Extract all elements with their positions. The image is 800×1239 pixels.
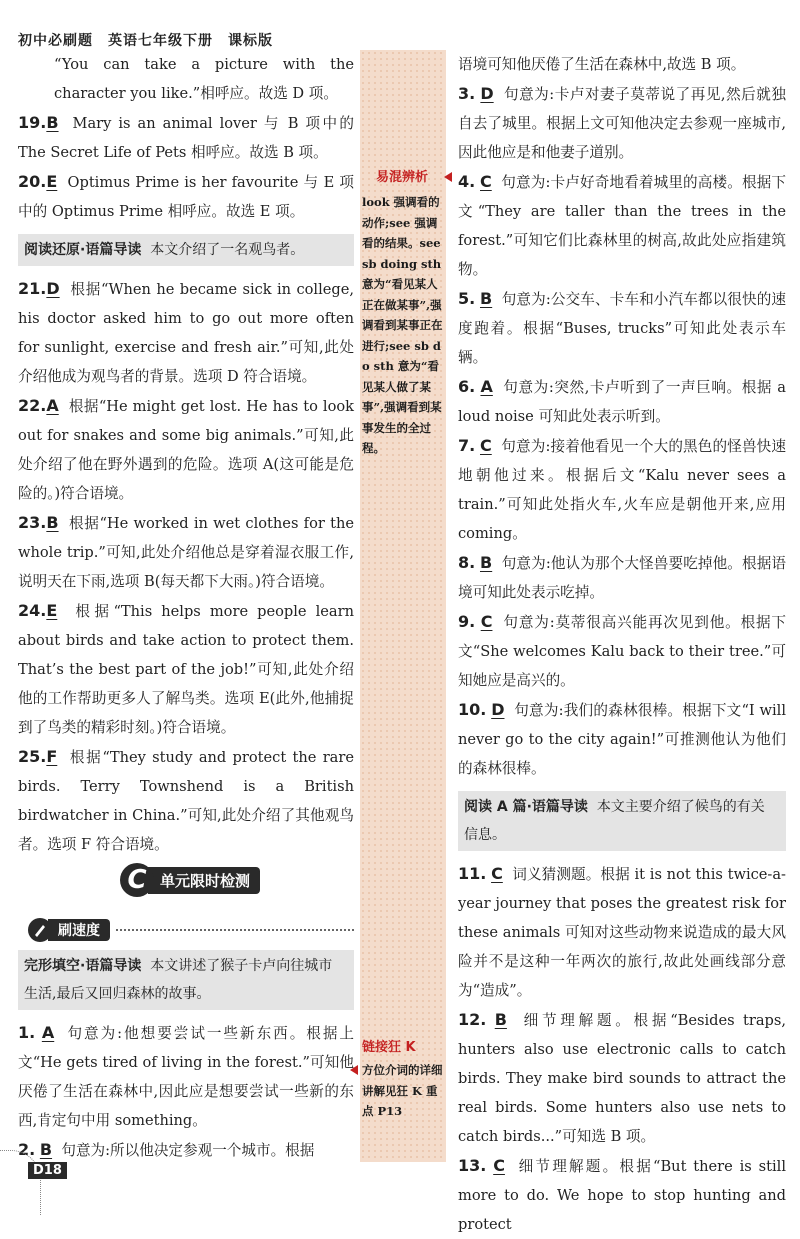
answer-item-10 <box>458 695 786 783</box>
arrow-pointer-icon <box>444 172 452 182</box>
item-number: 1. <box>18 1023 36 1042</box>
item-answer: A <box>41 1023 55 1042</box>
page-number: D18 <box>28 1162 67 1179</box>
item-number: 23. <box>18 513 47 532</box>
item-answer: E <box>46 601 58 620</box>
item-number: 12. <box>458 1010 487 1029</box>
item-explanation: 句意为:卡卢好奇地看着城里的高楼。根据下文“They are taller than the trees in the forest.”可知它们比森林里的树高,故此处应指建筑物。 <box>458 174 787 278</box>
answer-item-7 <box>458 431 786 548</box>
right-column <box>458 50 786 1239</box>
item-explanation: 词义猜测题。根据 it is not this twice-a-year journey that poses the greatest risk for these animals 可知对这些动物来说造成的最大风险并不是这种一年两次的旅行,故此处画线部分意为“造成”。 <box>458 866 786 999</box>
item-explanation: 句意为:他想要尝试一些新东西。根据上文“He gets tired of living in the forest.”可知他厌倦了生活在森林中,因此应是想要尝试一些新的东西,肯定句中用 something。 <box>18 1025 355 1129</box>
guide-text: 本文主要介绍了候鸟的有关信息。 <box>464 799 765 843</box>
item-answer: F <box>46 747 58 766</box>
answer-item-24 <box>18 596 354 742</box>
item-number: 8. <box>458 553 476 572</box>
answer-item-13 <box>458 1151 786 1239</box>
note-title-confusable: 易混辨析 <box>376 170 429 185</box>
pencil-icon <box>28 918 52 942</box>
item-answer: B <box>39 1140 53 1159</box>
speed-practice-banner <box>28 918 354 942</box>
item-number: 2. <box>18 1140 36 1159</box>
running-header: 初中必刷题 英语七年级下册 课标版 <box>18 33 273 49</box>
answer-item-3 <box>458 79 786 167</box>
answer-item-1 <box>18 1018 354 1135</box>
arrow-pointer-icon <box>350 1065 358 1075</box>
continuation-text: 语境可知他厌倦了生活在森林中,故选 B 项。 <box>458 56 746 73</box>
item-explanation: 根据“He might get lost. He has to look out for snakes and some big animals.”可知,此处介绍了他在野外遇到的危险。选项 A(这可能是危险的。)符合语境。 <box>18 398 355 502</box>
item-number: 19. <box>18 113 47 132</box>
answer-item-25 <box>18 742 354 859</box>
item-answer: E <box>46 172 58 191</box>
dotted-divider <box>116 929 354 931</box>
item-answer: B <box>46 513 59 532</box>
item-answer: C <box>493 1156 505 1175</box>
item-explanation: 句意为:莫蒂很高兴能再次见到他。根据下文“She welcomes Kalu back to their tree.”可知她应是高兴的。 <box>458 614 787 689</box>
item-explanation: Optimus Prime is her favourite 与 E 项中的 Optimus Prime 相呼应。故选 E 项。 <box>18 174 354 220</box>
guide-text: 本文讲述了猴子卡卢向往城市生活,最后又回归森林的故事。 <box>24 958 333 1002</box>
answer-item-23 <box>18 508 354 596</box>
speed-label: 刷速度 <box>48 919 110 941</box>
continuation-text: “You can take a picture with the character you like.”相呼应。故选 D 项。 <box>54 56 354 102</box>
item-number: 11. <box>458 864 487 883</box>
item-number: 10. <box>458 700 487 719</box>
answer-item-20 <box>18 167 354 226</box>
item-number: 5. <box>458 289 476 308</box>
item-number: 4. <box>458 172 476 191</box>
item-answer: D <box>480 84 494 103</box>
item-explanation: 根据“He worked in wet clothes for the whole trip.”可知,此处介绍他总是穿着湿衣服工作,说明天在下雨,选项 B(每天都下大雨。)符合语境。 <box>18 515 354 590</box>
item-number: 3. <box>458 84 476 103</box>
item-number: 25. <box>18 747 47 766</box>
item-explanation: 句意为:所以他决定参观一个城市。根据 <box>61 1142 315 1159</box>
item-answer: B <box>479 289 493 308</box>
answer-item-22 <box>18 391 354 508</box>
item-answer: A <box>480 377 493 396</box>
item-explanation: 句意为:卡卢对妻子莫蒂说了再见,然后就独自去了城里。根据上文可知他决定去参观一座城市,因此他应是和他妻子道别。 <box>458 86 786 161</box>
guide-title: 阅读还原·语篇导读 <box>24 242 142 258</box>
item-explanation: 根据“This helps more people learn about birds and take action to protect them. That’s the best part of the job!”可知,此处介绍他的工作帮助更多人了解鸟类。选项 E(此外,他捕捉到了鸟类的精彩时刻。)符合语境。 <box>18 603 354 736</box>
guide-text: 本文介绍了一名观鸟者。 <box>150 242 305 258</box>
answer-item-6 <box>458 372 786 431</box>
item-explanation: 细节理解题。根据“Besides traps, hunters also use electronic calls to catch birds. They make bird sounds to attract the real birds. Some hunters also use nets to catch birds...”可知选 B 项。 <box>458 1012 787 1145</box>
reading-guide-box <box>18 234 354 266</box>
answer-item-9 <box>458 607 786 695</box>
item-answer: C <box>480 436 492 455</box>
item-explanation: 句意为:公交车、卡车和小汽车都以很快的速度跑着。根据“Buses, trucks”可知此处表示车辆。 <box>458 291 787 366</box>
guide-title: 阅读 A 篇·语篇导读 <box>464 799 588 815</box>
section-letter-icon: C <box>120 863 154 897</box>
item-explanation: 句意为:接着他看见一个大的黑色的怪兽快速地朝他过来。根据后文“Kalu never sees a train.”可知此处指火车,火车应是朝他开来,应用 coming。 <box>458 438 787 542</box>
guide-title: 完形填空·语篇导读 <box>24 958 142 974</box>
item-number: 22. <box>18 396 47 415</box>
left-column-bottom <box>18 950 354 1165</box>
answer-item-8 <box>458 548 786 607</box>
answer-item-12 <box>458 1005 786 1151</box>
item-explanation: 根据“When he became sick in college, his doctor asked him to go out more often for sunlight, exercise and fresh air.”可知,此处介绍他成为观鸟者的背景。选项 D 符合语境。 <box>18 281 354 385</box>
unit-test-banner <box>120 864 270 896</box>
note-title-link: 链接狂 K <box>362 1040 416 1055</box>
item-explanation: 细节理解题。根据“But there is still more to do. We hope to stop hunting and protect <box>458 1158 786 1233</box>
item-answer: C <box>480 612 493 631</box>
item-number: 24. <box>18 601 47 620</box>
answer-item-21 <box>18 274 354 391</box>
item-explanation: 句意为:突然,卡卢听到了一声巨响。根据 a loud noise 可知此处表示听到。 <box>458 379 786 425</box>
item-number: 9. <box>458 612 476 631</box>
note-text-confusable: look 强调看的动作;see 强调看的结果。see sb doing sth 意为“看见某人正在做某事”,强调看到某事正在进行;see sb do sth 意为“看见某人做了某事”,强调看到某事发生的全过程。 <box>362 195 443 455</box>
item-answer: B <box>479 553 493 572</box>
item-answer: A <box>46 396 59 415</box>
cloze-guide-box <box>18 950 354 1010</box>
item-number: 6. <box>458 377 476 396</box>
item-answer: B <box>46 113 59 132</box>
item-answer: C <box>480 172 492 191</box>
item-number: 13. <box>458 1156 487 1175</box>
note-text-link: 方位介词的详细讲解见狂 K 重点 P13 <box>362 1063 443 1118</box>
left-column <box>18 50 354 859</box>
answer-item-19 <box>18 108 354 167</box>
item-number: 21. <box>18 279 47 298</box>
item-answer: D <box>46 279 60 298</box>
answer-item-2 <box>18 1135 354 1165</box>
answer-item-11 <box>458 859 786 1005</box>
item-answer: B <box>494 1010 507 1029</box>
item-answer: C <box>491 864 503 883</box>
reading-a-guide-box <box>458 791 786 851</box>
item-explanation: Mary is an animal lover 与 B 项中的 The Secret Life of Pets 相呼应。故选 B 项。 <box>18 115 354 161</box>
answer-item-5 <box>458 284 786 372</box>
item-answer: D <box>491 700 505 719</box>
item-number: 7. <box>458 436 476 455</box>
item-explanation: 句意为:我们的森林很棒。根据下文“I will never go to the city again!”可推测他认为他们的森林很棒。 <box>458 702 787 777</box>
item-number: 20. <box>18 172 47 191</box>
answer-item-4 <box>458 167 786 284</box>
item-explanation: 句意为:他认为那个大怪兽要吃掉他。根据语境可知此处表示吃掉。 <box>458 555 787 601</box>
item-explanation: 根据“They study and protect the rare birds. Terry Townshend is a British birdwatcher in China.”可知,此处介绍了其他观鸟者。选项 F 符合语境。 <box>18 749 354 853</box>
section-title: 单元限时检测 <box>148 867 260 894</box>
